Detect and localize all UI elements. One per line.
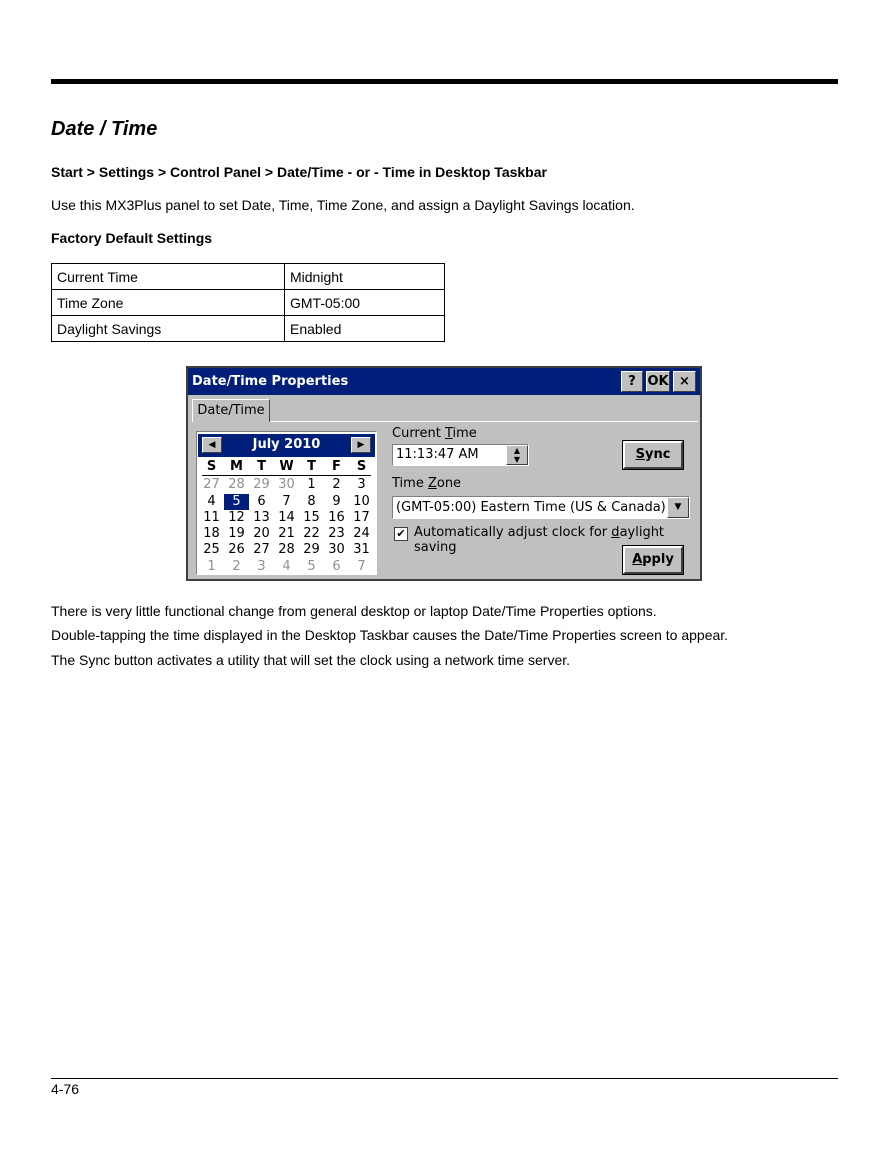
calendar-day[interactable]: 15 [303, 509, 320, 525]
calendar-day[interactable]: 2 [332, 477, 341, 493]
calendar-day[interactable]: 2 [232, 558, 241, 574]
spin-down-icon[interactable]: ▼ [513, 455, 521, 464]
calendar-day[interactable]: 28 [278, 542, 295, 558]
calendar-day[interactable]: 8 [307, 493, 316, 509]
sync-button-key: S [635, 447, 645, 462]
calendar-day[interactable]: 20 [253, 526, 270, 542]
body-paragraph: Double-tapping the time displayed in the Desktop Taskbar causes the Date/Time Properties screen to appear. [51, 627, 729, 643]
weekday-header: M [230, 459, 243, 474]
daylight-saving-checkbox[interactable] [394, 527, 408, 541]
calendar-day[interactable]: 6 [257, 493, 266, 509]
dst-label-post: aylight saving [414, 525, 665, 555]
calendar-day[interactable]: 19 [228, 526, 245, 542]
calendar-day[interactable]: 7 [357, 558, 366, 574]
time-zone-label-pre: Time [392, 476, 428, 491]
calendar-day[interactable]: 10 [353, 493, 370, 509]
value-cell: Enabled [285, 316, 445, 342]
calendar-day[interactable]: 1 [207, 558, 216, 574]
calendar-header [198, 434, 375, 457]
calendar-month-label[interactable]: July 2010 [252, 437, 321, 452]
body-paragraph: There is very little functional change from general desktop or laptop Date/Time Properties options. [51, 603, 657, 619]
value-cell: GMT-05:00 [285, 290, 445, 316]
setting-cell: Current Time [52, 264, 285, 290]
chevron-down-icon[interactable]: ▼ [667, 497, 689, 518]
setting-cell: Time Zone [52, 290, 285, 316]
calendar-day[interactable]: 11 [203, 509, 220, 525]
weekday-rule [202, 475, 371, 476]
tab-divider [270, 421, 698, 422]
dst-label-key: d [611, 525, 620, 540]
time-zone-select[interactable]: (GMT-05:00) Eastern Time (US & Canada) [392, 496, 690, 519]
calendar-day[interactable]: 1 [307, 477, 316, 493]
calendar-day[interactable]: 16 [328, 509, 345, 525]
calendar-day[interactable]: 12 [228, 509, 245, 525]
calendar-day[interactable]: 27 [253, 542, 270, 558]
time-spinner[interactable] [506, 445, 528, 465]
prev-month-icon[interactable]: ◀ [202, 437, 222, 453]
calendar-day[interactable]: 21 [278, 526, 295, 542]
sync-button[interactable] [623, 441, 683, 469]
weekday-header: S [206, 459, 217, 474]
calendar-day[interactable]: 30 [328, 542, 345, 558]
page-number: 4-76 [51, 1081, 80, 1097]
help-button[interactable]: ? [621, 371, 643, 392]
weekday-header: T [307, 459, 316, 474]
weekday-header: W [279, 459, 294, 474]
dst-label-pre: Automatically adjust clock for [414, 525, 612, 540]
calendar-day-selected[interactable]: 5 [224, 494, 249, 510]
dialog-titlebar [188, 368, 700, 395]
weekday-header-row [199, 459, 374, 475]
apply-button-rest: pply [642, 552, 674, 567]
time-zone-label [392, 476, 461, 491]
ok-button[interactable]: OK [646, 371, 670, 392]
footer-rule [51, 1078, 838, 1079]
weekday-header: T [257, 459, 266, 474]
calendar-week-row [199, 559, 374, 575]
calendar-day[interactable]: 13 [253, 509, 270, 525]
calendar-day[interactable]: 4 [282, 558, 291, 574]
calendar-day[interactable]: 3 [257, 558, 266, 574]
current-time-label-key: T [444, 426, 453, 441]
calendar-week-row [199, 526, 374, 542]
defaults-heading: Factory Default Settings [51, 230, 213, 246]
dialog-title: Date/Time Properties [192, 374, 349, 389]
weekday-header: F [332, 459, 341, 474]
calendar-day[interactable]: 4 [207, 493, 216, 509]
tab-date-time[interactable]: Date/Time [192, 399, 270, 422]
time-zone-label-post: one [436, 476, 462, 491]
calendar-day[interactable]: 3 [357, 477, 366, 493]
calendar-day[interactable]: 26 [228, 542, 245, 558]
calendar-grid [199, 459, 374, 575]
datetime-properties-dialog [186, 366, 702, 581]
next-month-icon[interactable]: ▶ [351, 437, 371, 453]
current-time-label [392, 426, 477, 441]
calendar-week-row [199, 477, 374, 493]
calendar-day[interactable]: 7 [282, 493, 291, 509]
calendar-week-row [199, 494, 374, 510]
close-icon[interactable]: × [673, 371, 696, 392]
calendar-day[interactable]: 29 [303, 542, 320, 558]
calendar-day[interactable]: 31 [353, 542, 370, 558]
navigation-path: Start > Settings > Control Panel > Date/Time - or - Time in Desktop Taskbar [51, 164, 547, 180]
apply-button-key: A [632, 552, 643, 567]
month-calendar[interactable] [196, 431, 377, 575]
calendar-day[interactable]: 28 [228, 477, 245, 493]
page-title: Date / Time [51, 118, 158, 140]
table-row [52, 290, 445, 316]
body-paragraph: The Sync button activates a utility that will set the clock using a network time server. [51, 652, 571, 668]
calendar-week-row [199, 542, 374, 558]
calendar-day[interactable]: 23 [328, 526, 345, 542]
setting-cell: Daylight Savings [52, 316, 285, 342]
spin-up-icon[interactable]: ▲ [513, 446, 521, 455]
calendar-day[interactable]: 6 [332, 558, 341, 574]
value-cell: Midnight [285, 264, 445, 290]
time-zone-label-key: Z [427, 476, 437, 491]
table-row [52, 316, 445, 342]
calendar-day[interactable]: 29 [253, 477, 270, 493]
calendar-day[interactable]: 5 [307, 558, 316, 574]
table-row [52, 264, 445, 290]
weekday-header: S [356, 459, 367, 474]
apply-button[interactable] [623, 546, 683, 574]
calendar-day[interactable]: 27 [203, 477, 220, 493]
header-rule [51, 79, 838, 84]
calendar-day[interactable]: 9 [332, 493, 341, 509]
calendar-day[interactable]: 17 [353, 509, 370, 525]
intro-text: Use this MX3Plus panel to set Date, Time, Time Zone, and assign a Daylight Savings location. [51, 197, 635, 213]
current-time-input[interactable]: 11:13:47 AM [392, 444, 529, 466]
calendar-week-row [199, 510, 374, 526]
check-icon: ✔ [396, 527, 406, 540]
calendar-day[interactable]: 30 [278, 477, 295, 493]
calendar-day[interactable]: 24 [353, 526, 370, 542]
defaults-table [51, 263, 445, 342]
calendar-day[interactable]: 22 [303, 526, 320, 542]
sync-button-rest: ync [644, 447, 671, 462]
calendar-day[interactable]: 18 [203, 526, 220, 542]
calendar-day[interactable]: 14 [278, 509, 295, 525]
calendar-day[interactable]: 25 [203, 542, 220, 558]
current-time-label-pre: Current [392, 426, 445, 441]
current-time-label-post: ime [452, 426, 477, 441]
